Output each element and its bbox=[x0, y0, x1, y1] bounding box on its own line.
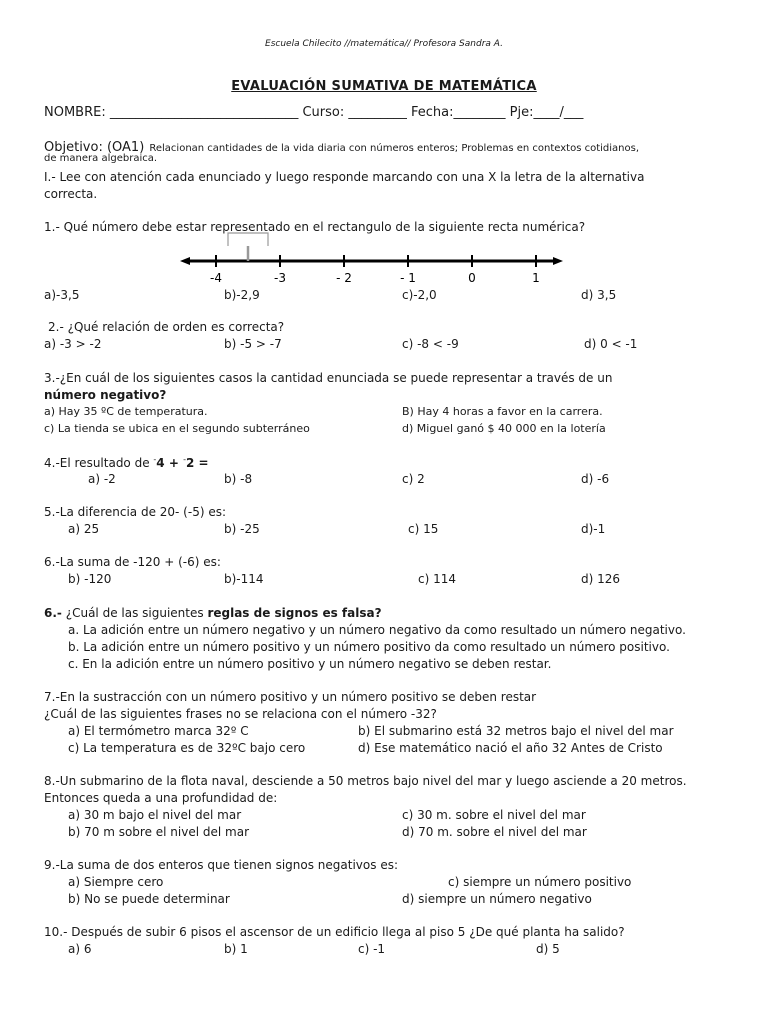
q5-option-d[interactable]: d)-1 bbox=[581, 522, 606, 536]
question-10-text: 9.-La suma de dos enteros que tienen signos negativos es: bbox=[44, 858, 398, 872]
q10-option-d[interactable]: d) siempre un número negativo bbox=[402, 892, 592, 906]
question-1-text: 1.- Qué número debe estar representado en el rectangulo de la siguiente recta numérica? bbox=[44, 220, 586, 234]
school-header: Escuela Chilecito //matemática// Profesora Sandra A. bbox=[265, 39, 503, 49]
q10-option-b[interactable]: b) No se puede determinar bbox=[68, 892, 230, 906]
q3-option-a[interactable]: a) Hay 35 ºC de temperatura. bbox=[44, 405, 208, 418]
q8-option-c[interactable]: c) La temperatura es de 32ºC bajo cero bbox=[68, 741, 306, 755]
number-line-right-arrow bbox=[553, 257, 563, 265]
student-info-line: NOMBRE: _____________________________ Curso: _________ Fecha:________ Pje:____/___ bbox=[44, 105, 584, 120]
q5-option-c[interactable]: c) 15 bbox=[408, 522, 439, 536]
question-4-prefix: 4.-El resultado de bbox=[44, 456, 154, 470]
q10-option-a[interactable]: a) Siempre cero bbox=[68, 875, 164, 889]
q4-option-b[interactable]: b) -8 bbox=[224, 472, 253, 486]
q4-option-d[interactable]: d) -6 bbox=[581, 472, 610, 486]
q7-item-c[interactable]: c. En la adición entre un número positivo y un número negativo se deben restar. bbox=[68, 657, 552, 671]
q11-option-c[interactable]: c) -1 bbox=[358, 942, 386, 956]
question-5-text: 5.-La diferencia de 20- (-5) es: bbox=[44, 505, 226, 519]
question-7-pre: ¿Cuál de las siguientes bbox=[65, 606, 208, 620]
q10-option-c[interactable]: c) siempre un número positivo bbox=[448, 875, 632, 889]
question-4-text bbox=[44, 455, 209, 470]
instruction-line-2: correcta. bbox=[44, 187, 98, 201]
q1-option-a[interactable]: a)-3,5 bbox=[44, 288, 80, 302]
question-6-text: 6.-La suma de -120 + (-6) es: bbox=[44, 555, 221, 569]
question-3-bold: número negativo? bbox=[44, 388, 167, 402]
objective-text-cont: de manera algebraica. bbox=[44, 153, 158, 164]
q2-option-d[interactable]: d) 0 < -1 bbox=[584, 337, 638, 351]
q4-option-a[interactable]: a) -2 bbox=[88, 472, 116, 486]
q1-option-b[interactable]: b)-2,9 bbox=[224, 288, 260, 302]
question-7-num: 6.- bbox=[44, 606, 62, 620]
q6-option-c[interactable]: c) 114 bbox=[418, 572, 456, 586]
sign-a: - bbox=[153, 455, 157, 464]
expr-plus: + bbox=[164, 456, 184, 470]
q4-option-c[interactable]: c) 2 bbox=[402, 472, 425, 486]
question-3-text: 3.-¿En cuál de los siguientes casos la cantidad enunciada se puede representar a través de un bbox=[44, 371, 613, 385]
page-title: EVALUACIÓN SUMATIVA DE MATEMÁTICA bbox=[231, 79, 537, 94]
q2-option-a[interactable]: a) -3 > -2 bbox=[44, 337, 102, 351]
number-line-label: 0 bbox=[468, 271, 476, 285]
q2-option-b[interactable]: b) -5 > -7 bbox=[224, 337, 282, 351]
q6-option-a[interactable]: b) -120 bbox=[68, 572, 112, 586]
q3-option-c[interactable]: c) La tienda se ubica en el segundo subterráneo bbox=[44, 422, 310, 435]
q5-option-b[interactable]: b) -25 bbox=[224, 522, 260, 536]
question-9-line-2: Entonces queda a una profundidad de: bbox=[44, 791, 278, 805]
q11-option-d[interactable]: d) 5 bbox=[536, 942, 560, 956]
q11-option-a[interactable]: a) 6 bbox=[68, 942, 92, 956]
number-line bbox=[170, 230, 570, 290]
q2-option-c[interactable]: c) -8 < -9 bbox=[402, 337, 459, 351]
q6-option-d[interactable]: d) 126 bbox=[581, 572, 621, 586]
expr-b: 2 = bbox=[185, 456, 209, 470]
q9-option-b[interactable]: b) 70 m sobre el nivel del mar bbox=[68, 825, 250, 839]
q9-option-c[interactable]: c) 30 m. sobre el nivel del mar bbox=[402, 808, 586, 822]
question-7-bold: reglas de signos es falsa? bbox=[207, 606, 382, 620]
q1-option-d[interactable]: d) 3,5 bbox=[581, 288, 617, 302]
number-line-label: - 1 bbox=[400, 271, 416, 285]
number-line-label: -4 bbox=[210, 271, 222, 285]
question-8-line-1: 7.-En la sustracción con un número positivo y un número positivo se deben restar bbox=[44, 690, 537, 704]
objective-text: Relacionan cantidades de la vida diaria con números enteros; Problemas en contextos cotidianos, bbox=[149, 143, 640, 154]
q9-option-d[interactable]: d) 70 m. sobre el nivel del mar bbox=[402, 825, 587, 839]
q9-option-a[interactable]: a) 30 m bajo el nivel del mar bbox=[68, 808, 242, 822]
question-8-line-2: ¿Cuál de las siguientes frases no se relaciona con el número -32? bbox=[44, 707, 437, 721]
q7-item-a[interactable]: a. La adición entre un número negativo y un número negativo da como resultado un número negativo. bbox=[68, 623, 686, 637]
q11-option-b[interactable]: b) 1 bbox=[224, 942, 248, 956]
question-9-line-1: 8.-Un submarino de la flota naval, desciende a 50 metros bajo nivel del mar y luego asciende a 20 metros. bbox=[44, 774, 687, 788]
q6-option-b[interactable]: b)-114 bbox=[224, 572, 264, 586]
question-2-text: 2.- ¿Qué relación de orden es correcta? bbox=[48, 320, 285, 334]
expr-a: 4 bbox=[156, 456, 165, 470]
sign-b: - bbox=[183, 455, 186, 464]
number-line-label: 1 bbox=[532, 271, 540, 285]
number-line-svg bbox=[170, 230, 570, 290]
instruction-line-1: I.- Lee con atención cada enunciado y luego responde marcando con una X la letra de la alternativa bbox=[44, 170, 645, 184]
q3-option-d[interactable]: d) Miguel ganó $ 40 000 en la lotería bbox=[402, 422, 606, 435]
number-line-label: - 2 bbox=[336, 271, 352, 285]
question-11-text: 10.- Después de subir 6 pisos el ascensor de un edificio llega al piso 5 ¿De qué planta ha salido? bbox=[44, 925, 625, 939]
q7-item-b[interactable]: b. La adición entre un número positivo y un número positivo da como resultado un número positivo. bbox=[68, 640, 670, 654]
q8-option-a[interactable]: a) El termómetro marca 32º C bbox=[68, 724, 249, 738]
answer-rectangle[interactable] bbox=[228, 233, 268, 246]
q1-option-c[interactable]: c)-2,0 bbox=[402, 288, 437, 302]
objective-label: Objetivo: (OA1) bbox=[44, 140, 145, 155]
q5-option-a[interactable]: a) 25 bbox=[68, 522, 100, 536]
q8-option-d[interactable]: d) Ese matemático nació el año 32 Antes de Cristo bbox=[358, 741, 663, 755]
question-7-text bbox=[44, 606, 382, 620]
q3-option-b[interactable]: B) Hay 4 horas a favor en la carrera. bbox=[402, 405, 603, 418]
number-line-label: -3 bbox=[274, 271, 286, 285]
q8-option-b[interactable]: b) El submarino está 32 metros bajo el nivel del mar bbox=[358, 724, 674, 738]
